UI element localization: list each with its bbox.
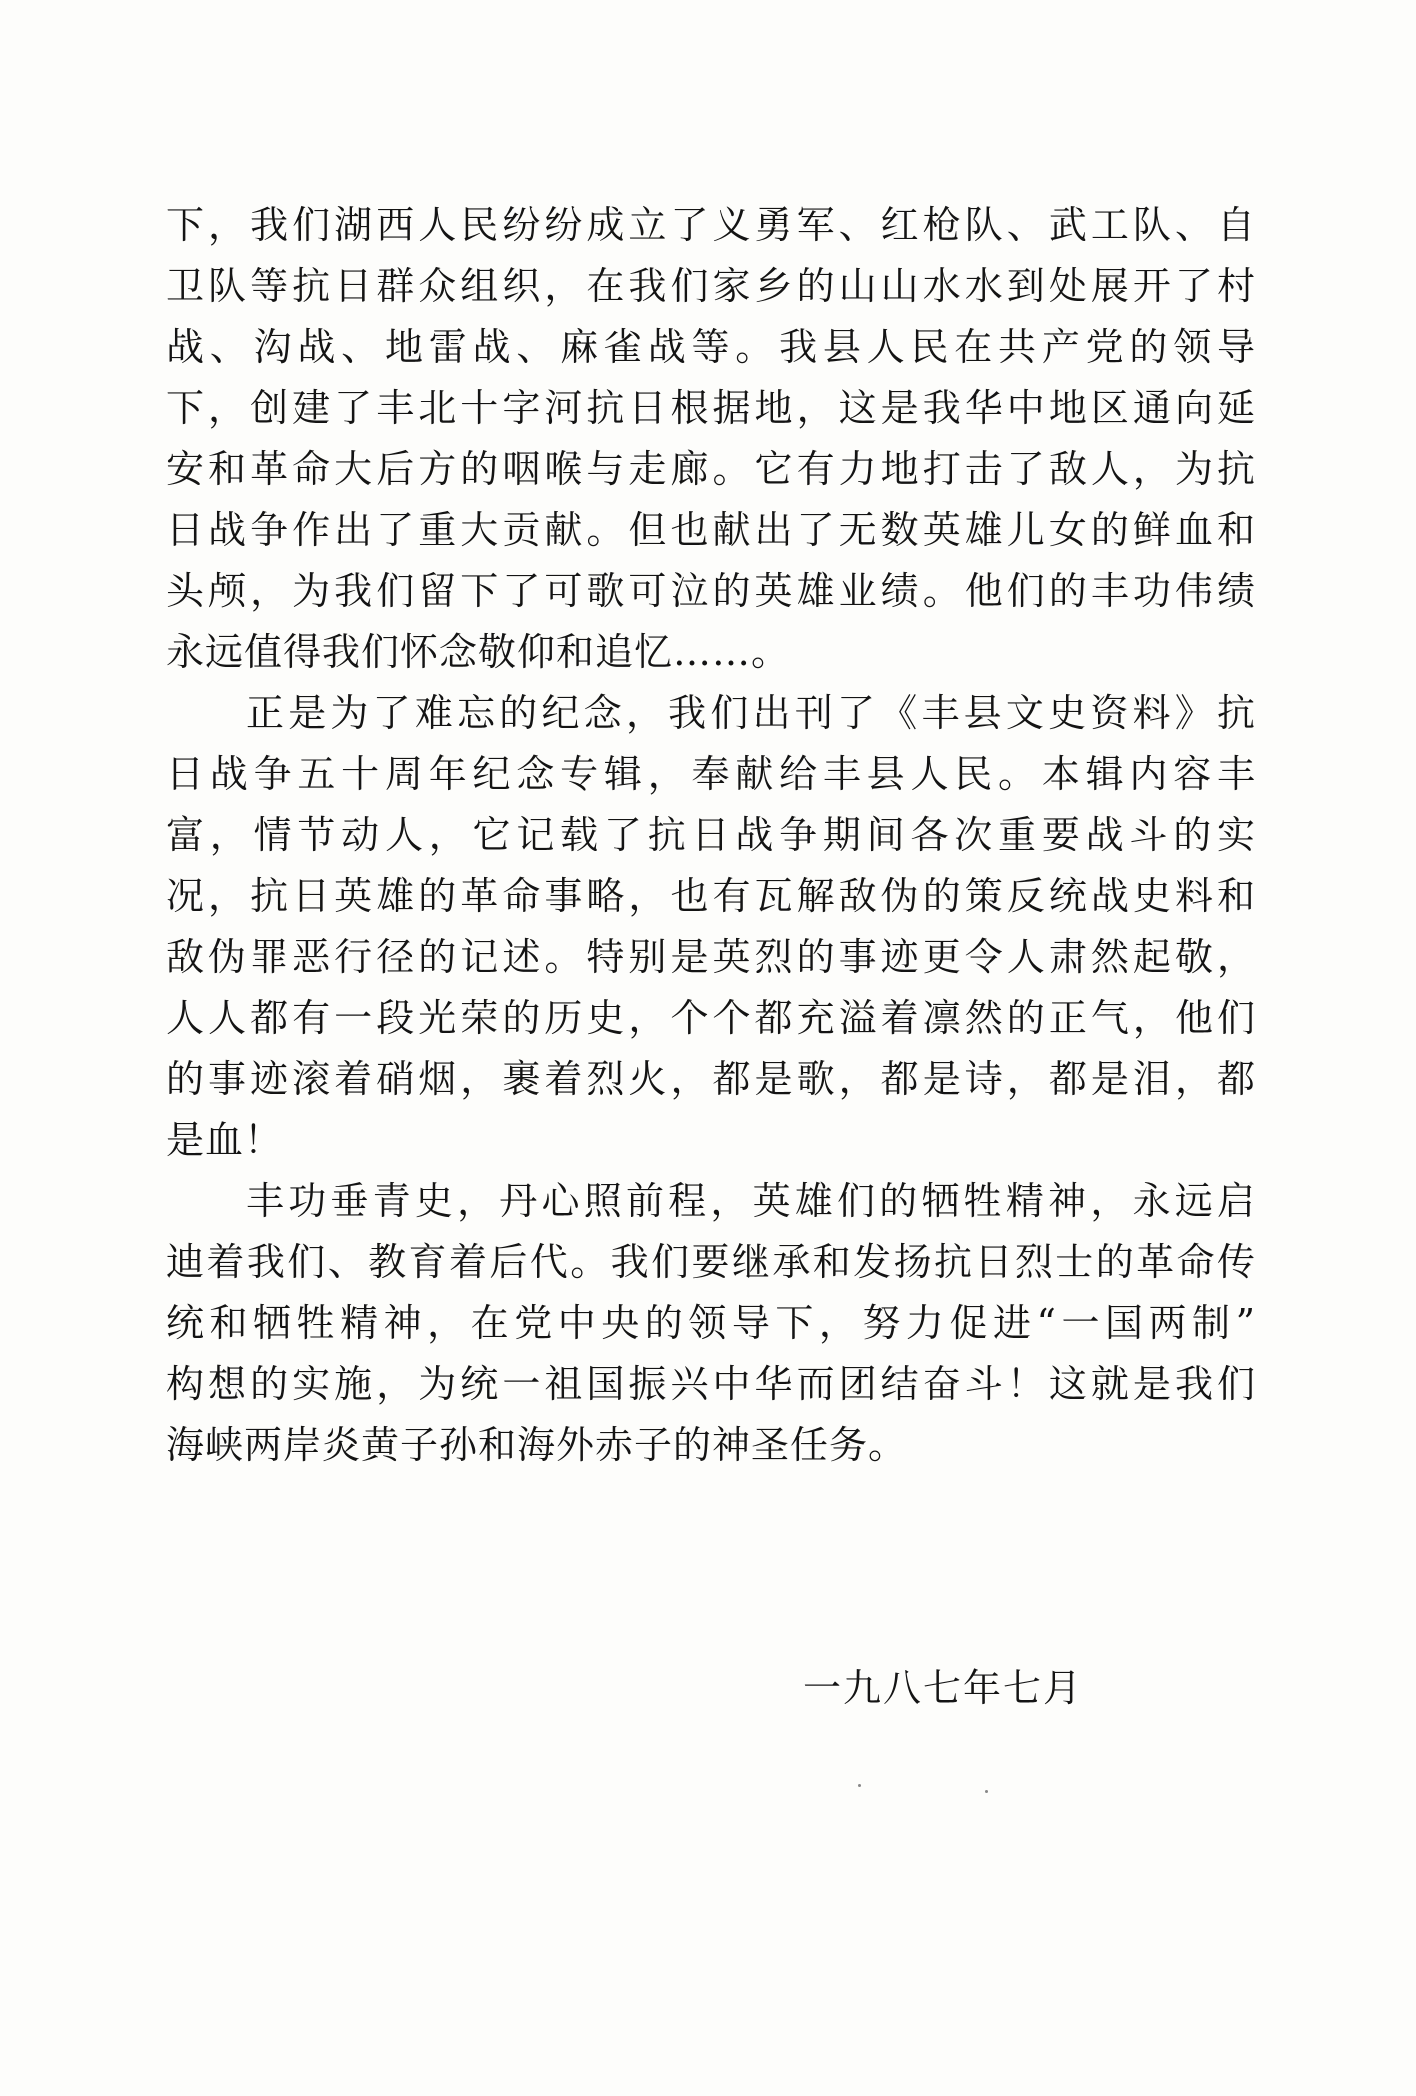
text-line: 正是为了难忘的纪念，我们出刊了《丰县文史资料》抗 <box>246 691 1256 735</box>
text-line: 日战争作出了重大贡献。但也献出了无数英雄儿女的鲜血和 <box>166 508 1256 552</box>
text-line: 安和革命大后方的咽喉与走廊。它有力地打击了敌人，为抗 <box>166 447 1256 491</box>
text-line: 丰功垂青史，丹心照前程，英雄们的牺牲精神，永远启 <box>246 1179 1256 1223</box>
text-line: 海峡两岸炎黄子孙和海外赤子的神圣任务。 <box>166 1423 908 1467</box>
text-line: 头颅，为我们留下了可歌可泣的英雄业绩。他们的丰功伟绩 <box>166 569 1256 613</box>
text-line: 统和牺牲精神，在党中央的领导下，努力促进“一国两制” <box>166 1301 1256 1345</box>
text-line: 富，情节动人，它记载了抗日战争期间各次重要战斗的实 <box>166 813 1256 857</box>
body-text <box>166 195 1256 1476</box>
text-line: 的事迹滚着硝烟，裹着烈火，都是歌，都是诗，都是泪，都 <box>166 1057 1256 1101</box>
date-signature: 一九八七年七月 <box>803 1666 1084 1710</box>
text-line: 日战争五十周年纪念专辑，奉献给丰县人民。本辑内容丰 <box>166 752 1256 796</box>
scan-speck <box>985 1790 988 1793</box>
text-line: 构想的实施，为统一祖国振兴中华而团结奋斗！这就是我们 <box>166 1362 1256 1406</box>
text-line: 下，创建了丰北十字河抗日根据地，这是我华中地区通向延 <box>166 386 1256 430</box>
paragraph-1 <box>166 195 1256 683</box>
text-line: 敌伪罪恶行径的记述。特别是英烈的事迹更令人肃然起敬， <box>166 935 1256 979</box>
text-line: 况，抗日英雄的革命事略，也有瓦解敌伪的策反统战史料和 <box>166 874 1256 918</box>
text-line: 是血！ <box>166 1118 284 1162</box>
text-line: 人人都有一段光荣的历史，个个都充溢着凛然的正气，他们 <box>166 996 1256 1040</box>
text-line: 下，我们湖西人民纷纷成立了义勇军、红枪队、武工队、自 <box>166 203 1256 247</box>
text-line: 迪着我们、教育着后代。我们要继承和发扬抗日烈士的革命传 <box>166 1240 1256 1284</box>
paragraph-2 <box>166 683 1256 1171</box>
text-line: 永远值得我们怀念敬仰和追忆……。 <box>166 630 791 674</box>
paragraph-3 <box>166 1171 1256 1476</box>
text-line: 卫队等抗日群众组织，在我们家乡的山山水水到处展开了村 <box>166 264 1256 308</box>
text-line: 战、沟战、地雷战、麻雀战等。我县人民在共产党的领导 <box>166 325 1256 369</box>
scan-speck <box>858 1784 861 1787</box>
